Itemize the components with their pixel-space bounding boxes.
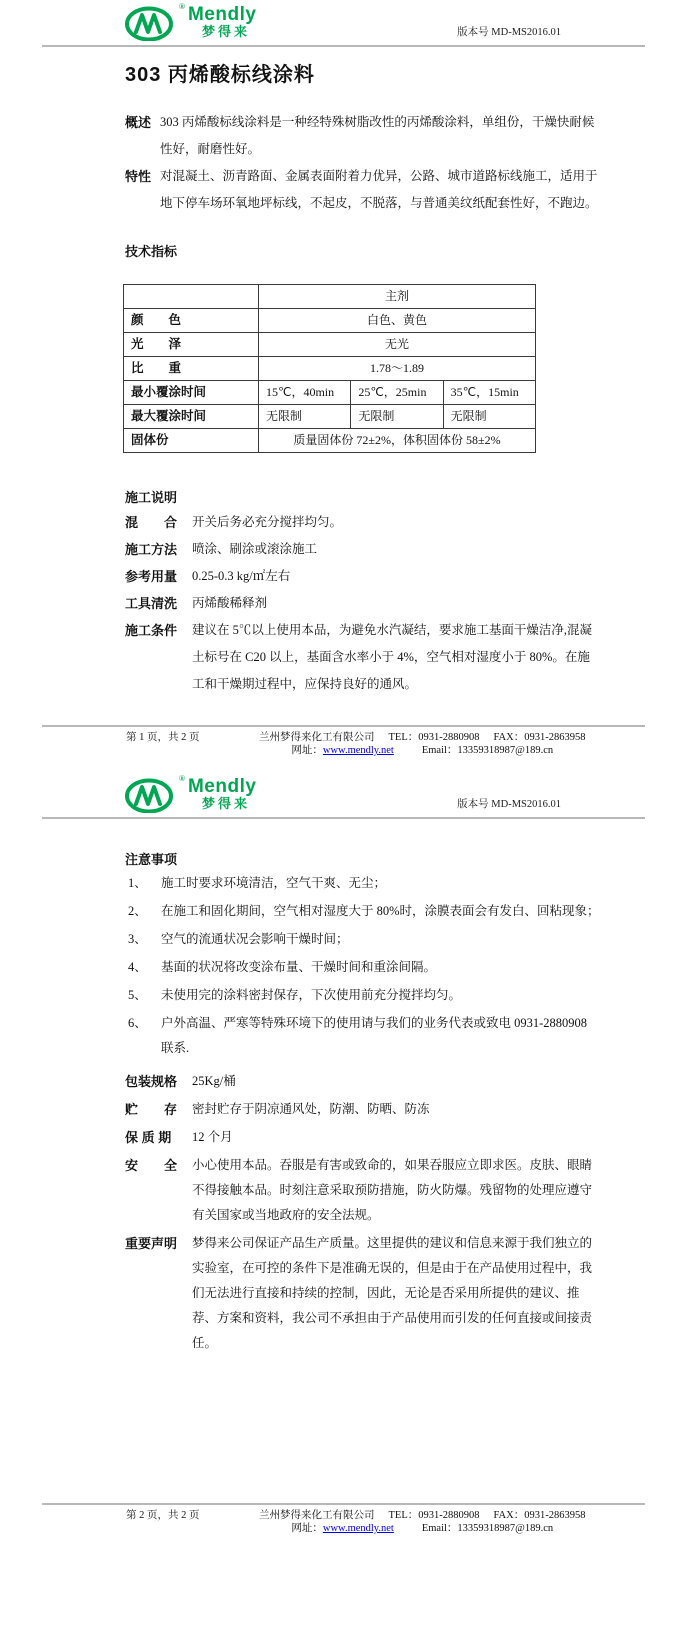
registered-mark: ® [179,774,185,783]
precaution-number: 1、 [128,876,147,890]
conditions-label: 施工条件 [125,623,178,638]
storage-text: 密封贮存于阴凉通风处，防潮、防晒、防冻 [192,1102,430,1116]
company-fax: FAX：0931-2863958 [493,732,586,743]
table-value-color: 白色、黄色 [259,309,536,333]
precaution-item [128,955,602,980]
packaging-row [125,1069,602,1094]
storage-row [125,1097,602,1122]
features-text: 对混凝土、沥青路面、金属表面附着力优异，公路、城市道路标线施工，适用于地下停车场环氧地坪标线，不起皮，不脱落，与普通美纹纸配套性好，不跑边。 [160,169,598,210]
logo-text [188,5,256,38]
page-header [42,765,645,819]
company-name: 兰州梦得来化工有限公司 [259,732,375,743]
website-label: 网址： [291,1523,323,1534]
overview-text: 303 丙烯酸标线涂料是一种经特殊树脂改性的丙烯酸涂料，单组份，干燥快耐候性好，耐磨性好。 [160,115,595,156]
method-text: 喷涂、刷涂或滚涂施工 [192,542,318,556]
precaution-item [128,871,602,896]
table-row [124,405,536,429]
table-value-max-recoat-1: 无限制 [259,405,351,429]
table-label-solids: 固体份 [124,429,259,453]
precaution-text: 施工时要求环境清洁，空气干爽、无尘； [161,876,387,890]
packaging-label: 包装规格 [125,1074,178,1089]
brand-name-cn: 梦得来 [201,24,250,39]
table-value-min-recoat-25c: 25℃，25min [351,381,443,405]
version-number: 版本号 MD-MS2016.01 [457,799,561,810]
precaution-number: 6、 [128,1016,147,1030]
logo-text [188,777,256,810]
footer-line-1 [259,731,585,744]
precaution-text: 户外高温、严寒等特殊环境下的使用请与我们的业务代表或致电 0931-2880908 联系. [161,1016,588,1055]
precautions-heading: 注意事项 [125,852,178,867]
precaution-number: 4、 [128,960,147,974]
registered-mark: ® [179,2,185,11]
footer-company-block [200,731,646,757]
mendly-logo [125,2,257,41]
mendly-logo [125,774,257,813]
tech-specs-table [123,284,536,453]
shelf-life-label: 保 质 期 [125,1130,172,1145]
disclaimer-row [125,1231,602,1356]
company-tel: TEL：0931-2880908 [388,732,480,743]
precaution-item [128,983,602,1008]
precaution-text: 未使用完的涂料密封保存，下次使用前充分搅拌均匀。 [161,988,462,1002]
cleaning-label: 工具清洗 [125,596,178,611]
precaution-number: 2、 [128,904,147,918]
construction-row-mixing [125,509,602,536]
safety-row [125,1153,602,1228]
table-row [124,333,536,357]
page-2 [0,765,687,1638]
page-header [42,0,645,47]
company-tel: TEL：0931-2880908 [388,1510,480,1521]
table-value-specific-gravity: 1.78～1.89 [259,357,536,381]
brand-name-en: Mendly [187,4,257,25]
disclaimer-text: 梦得来公司保证产品生产质量。这里提供的建议和信息来源于我们独立的实验室，在可控的条件下是准确无误的，但是由于在产品使用过程中，我们无法进行直接和持续的控制，因此，无论是否采用所提供的建议、推荐、方案和资料，我公司不承担由于产品使用而引发的任何直接或间接责任。 [192,1236,593,1350]
method-label: 施工方法 [125,542,178,557]
table-value-solids: 质量固体份 72±2%，体积固体份 58±2% [259,429,536,453]
page-footer [42,725,645,757]
usage-label: 参考用量 [125,569,178,584]
page-number: 第 2 页，共 2 页 [126,1510,200,1521]
table-row [124,285,536,309]
overview-row [125,109,602,163]
features-row [125,163,602,217]
footer-line-1 [259,1509,585,1522]
precaution-text: 空气的流通状况会影响干燥时间； [161,932,349,946]
table-label-color: 颜 色 [124,309,259,333]
tech-specs-heading: 技术指标 [125,244,178,259]
disclaimer-label: 重要声明 [125,1236,178,1251]
brand-name-en: Mendly [187,776,257,797]
safety-text: 小心使用本品。吞服是有害或致命的，如果吞服应立即求医。皮肤、眼睛不得接触本品。时刻注意采取预防措施，防火防爆。残留物的处理应遵守有关国家或当地政府的安全法规。 [192,1158,593,1222]
table-value-min-recoat-15c: 15℃，40min [259,381,351,405]
precaution-item [128,899,602,924]
overview-label: 概述 [125,115,152,130]
precaution-number: 5、 [128,988,147,1002]
company-email: Email：13359318987@189.cn [421,1523,554,1534]
table-value-max-recoat-3: 无限制 [443,405,535,429]
footer-line-2 [291,1522,553,1535]
construction-row-conditions [125,617,602,698]
packaging-text: 25Kg/桶 [192,1074,236,1088]
table-row [124,309,536,333]
precaution-item [128,1011,602,1061]
website-link[interactable]: www.mendly.net [322,745,394,756]
table-value-min-recoat-35c: 35℃，15min [443,381,535,405]
company-email: Email：13359318987@189.cn [421,745,554,756]
table-empty-cell [124,285,259,309]
table-label-specific-gravity: 比 重 [124,357,259,381]
construction-row-usage [125,563,602,590]
precaution-text: 基面的状况将改变涂布量、干燥时间和重涂间隔。 [161,960,437,974]
shelf-life-text: 12 个月 [192,1130,233,1144]
mixing-label: 混 合 [125,515,178,530]
safety-label: 安 全 [125,1158,178,1173]
table-header-main-agent: 主剂 [259,285,536,309]
company-fax: FAX：0931-2863958 [493,1510,586,1521]
construction-heading: 施工说明 [125,490,178,505]
page-footer [42,1503,645,1535]
company-name: 兰州梦得来化工有限公司 [259,1510,375,1521]
table-row [124,357,536,381]
usage-text: 0.25-0.3 kg/㎡左右 [192,569,291,583]
construction-row-method [125,536,602,563]
conditions-text: 建议在 5℃以上使用本品，为避免水汽凝结，要求施工基面干燥洁净,混凝土标号在 C20 以上，基面含水率小于 4%，空气相对湿度小于 80%。在施工和干燥期过程中，应保持良好的通风。 [192,623,593,691]
table-row [124,381,536,405]
construction-row-cleaning [125,590,602,617]
table-label-min-recoat: 最小覆涂时间 [124,381,259,405]
document-title: 303 丙烯酸标线涂料 [125,64,315,86]
precaution-text: 在施工和固化期间，空气相对湿度大于 80%时，涂膜表面会有发白、回粘现象； [161,904,600,918]
cleaning-text: 丙烯酸稀释剂 [192,596,268,610]
mendly-logo-icon [125,5,177,41]
website-link[interactable]: www.mendly.net [322,1523,394,1534]
mixing-text: 开关后务必充分搅拌均匀。 [192,515,343,529]
version-number: 版本号 MD-MS2016.01 [457,27,561,38]
table-label-max-recoat: 最大覆涂时间 [124,405,259,429]
storage-label: 贮 存 [125,1102,178,1117]
features-label: 特性 [125,169,152,184]
table-value-max-recoat-2: 无限制 [351,405,443,429]
footer-company-block [200,1509,646,1535]
website-label: 网址： [291,745,323,756]
table-label-gloss: 光 泽 [124,333,259,357]
brand-name-cn: 梦得来 [201,796,250,811]
shelf-life-row [125,1125,602,1150]
precaution-number: 3、 [128,932,147,946]
page-number: 第 1 页，共 2 页 [126,732,200,743]
table-value-gloss: 无光 [259,333,536,357]
table-row [124,429,536,453]
page-1 [0,0,687,765]
precaution-item [128,927,602,952]
footer-line-2 [291,744,553,757]
mendly-logo-icon [125,777,177,813]
